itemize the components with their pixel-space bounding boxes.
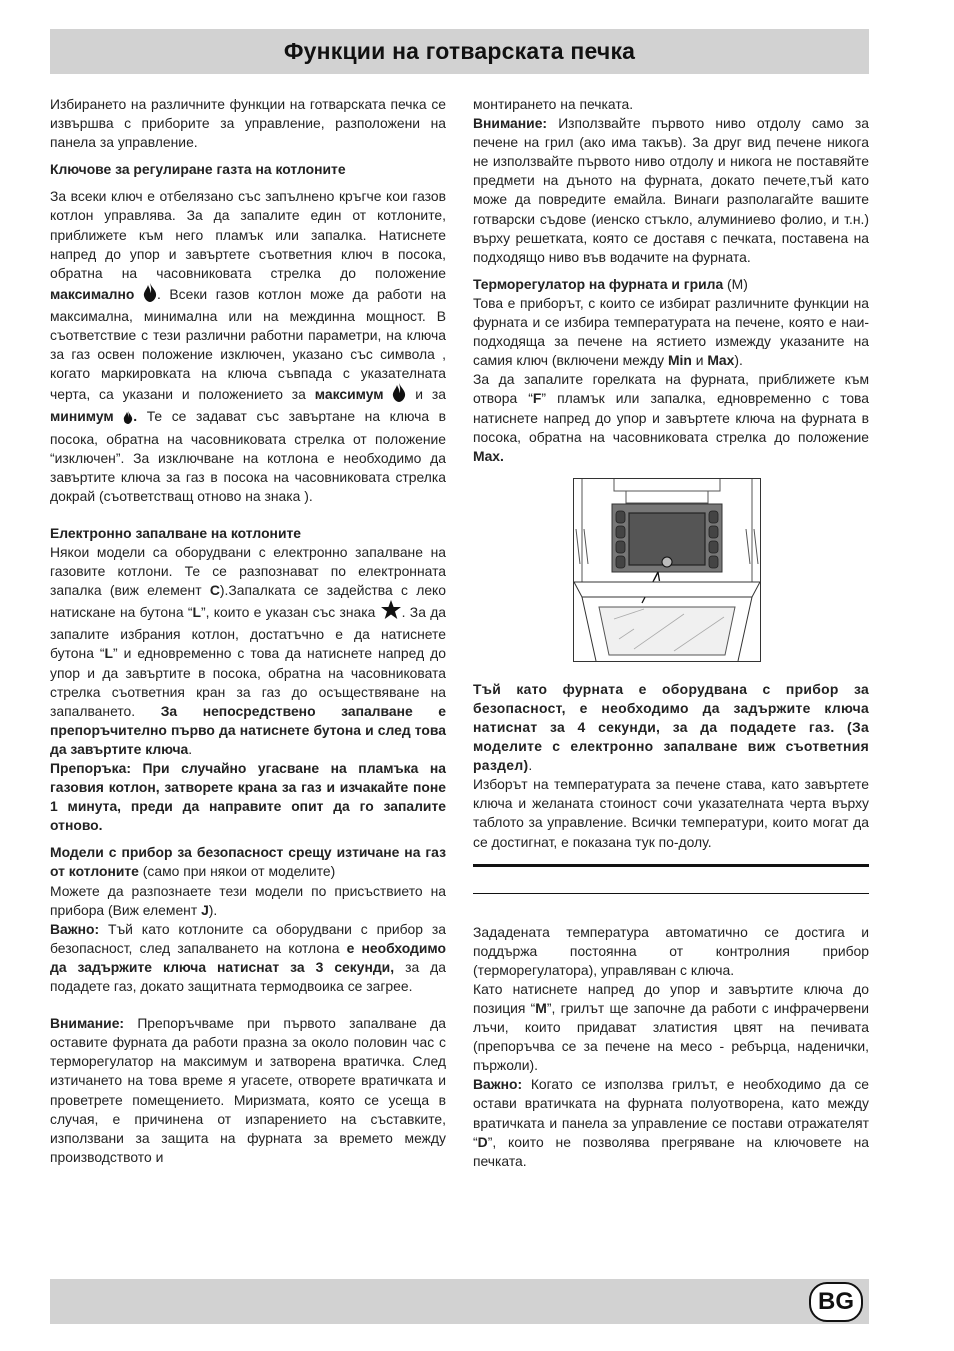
attention-paragraph: Внимание: Препоръчваме при първото запалване да оставите фурната да работи празна за около половин час с терморегулатор на максимум и затворена вратичка. След изтичането на това време я угасете, отворете вратичката и проветрете помещението. Миризмата, която се усеща в случая, е причинена от изпарението на съставките, използвани за защита на фурната за времето между производството и	[50, 1015, 446, 1165]
flame-large-icon	[143, 283, 157, 307]
temperature-selection-paragraph: Изборът на температурата за печене става, като завъртете ключа и желаната стоиност сочи указателната черта върху таблото за управление. Всички температури, които могат да се достигнат, е показана тук по-долу.	[473, 776, 869, 850]
electronic-ignition-paragraph: Някои модели са оборудвани с електронно запалване на газовите котлони. Те се разпознават по електронната запалка (виж елемент C).Запалката се задейства с леко натискане на бутона “L”, които е указан със знака . За да запалите избрания котлон, достатъчно е да натиснете бутона “L” и едновременно с това да натиснете напред до упор и да завъртите в посока, обратна на часовниковата стрелка съответния кран за газ до осъществяване на запалването. За непосредствено запалване е препоръчително първо да натиснете бутона и след това да завъртите ключа.	[50, 543, 447, 757]
section-heading-safety-device: Модели с прибор за безопасност срещу изтичане на газ от котлоните (само при някои от моделите)	[50, 844, 446, 880]
thermostat-paragraph: Това е приборът, с които се избират различните функции на фурната и се избира температурата на печене, която е наи-подходяща за печене на ястието измежду указаните на самия ключ (включени между Min и Max).	[473, 294, 869, 369]
divider-thick	[473, 864, 869, 867]
left-column	[50, 95, 446, 1167]
page-title: Функции на готварската печка	[283, 38, 636, 64]
flame-small-icon	[123, 410, 133, 429]
gas-knobs-paragraph: За всеки ключ е отбелязано със запълнено кръгче кои газов котлон управлява. За да запалите един от котлоните, приближете към него пламък или запалка. Натиснете напред до упор и завъртете съответния ключ в посока, обратна на часовниковата стрелка до положение максимално . Всеки газов котлон може да работи на максимална, минимална или на междинна мощност. В съответствие с тези различни работни параметри, на ключа за газ освен положение изключен, указано със символа , когато маркировката на ключа съвпада с указателната черта, са указани и положението за максимум и за минимум . Те се задават със завъртане на ключа в посока, обратна на часовниковата стрелка от положение “изключен”. За изключване на котлона е необходимо да завъртите ключа за газ в посока на часовниковата стрелка докрай (съответстващ отново на знака ).	[50, 188, 447, 504]
section-heading-thermostat: Терморегулатор на фурната и грила (М)	[473, 275, 748, 292]
intro-paragraph: Избирането на различните функции на готварската печка се извършва с приборите за управление, разположени на панела за управление.	[50, 96, 446, 151]
section-heading-electronic-ignition: Електронно запалване на котлоните	[50, 524, 302, 541]
safety-device-paragraph: Можете да разпознаете тези модели по присъствието на прибора (Виж елемент J).	[50, 882, 446, 918]
important-paragraph: Важно: Тъй като котлоните са оборудвани с прибор за безопасност, след запалването на котлона е необходимо да задържите ключа натиснат за 3 секунди, за да подадете газ, докато защитната термодвоика се загрее.	[50, 920, 447, 995]
oven-attention-paragraph: Внимание: Използвайте първото ниво отдолу само за печене на грил (ако има такъв). За друг вид печене никога не използвайте първото ниво отдолу и никога не поставяйте предмети на дъното на фурната, докато печете,тъй като може да повредите емайла. Винаги разполагайте вашите готварски съдове (иенско стъкло, алуминиево фолио, и т.н.) върху решетката, която се доставя с печката, поставена на подходящо ниво във водачите на фурната.	[473, 115, 869, 265]
set-temperature-paragraph: Зададената температура автоматично се достига и поддържа постоянна от контролния прибор (терморегулатора), управляван с ключа.	[473, 923, 869, 978]
oven-illustration	[573, 478, 761, 662]
grill-paragraph: Като натиснете напред до упор и завъртите ключа до позиция “M”, грилът ще започне да работи с инфрачервени лъчи, които придават златистия цвят на печивата (препоръчва се за печене на месо - ребърца, наденички, пържоли).	[473, 980, 869, 1074]
flame-large-icon	[392, 383, 406, 407]
continued-paragraph: монтирането на печката.	[473, 96, 634, 112]
safety-4sec-paragraph: Тъй като фурната е оборудвана с прибор за безопасност, е необходимо да задържите ключа натиснат за 4 секунди, за да подадете газ. (За моделите с електронно запалване виж съответния раздел).	[473, 680, 869, 774]
language-badge: BG	[809, 1282, 863, 1322]
recommendation-paragraph: Препоръка: При случайно угасване на пламъка на газовия котлон, затворете крана за газ и изчакайте поне 1 минута, преди да направите опит да го запалите отново.	[50, 760, 446, 834]
star-icon	[380, 600, 402, 625]
section-heading-gas-knobs: Ключове за регулиране газта на котлоните	[50, 161, 346, 178]
oven-ignition-paragraph: За да запалите горелката на фурната, приближете към отвора “F” пламък или запалка, едновременно с това натиснете напред до упор и завъртете ключа на фурната в посока, обратна на часовниковата стрелка до положение Max.	[473, 371, 869, 464]
grill-important-paragraph: Важно: Когато се използва грилът, е необходимо да се остави вратичката на фурната полуотворена, като между вратичката и панела за управление се постави отражателят “D”, които не позволява прегряване на ключовете на печката.	[473, 1076, 869, 1169]
right-column	[473, 95, 869, 1171]
footer-bar	[50, 1279, 869, 1324]
divider-thin	[473, 893, 869, 894]
title-bar	[50, 29, 869, 74]
